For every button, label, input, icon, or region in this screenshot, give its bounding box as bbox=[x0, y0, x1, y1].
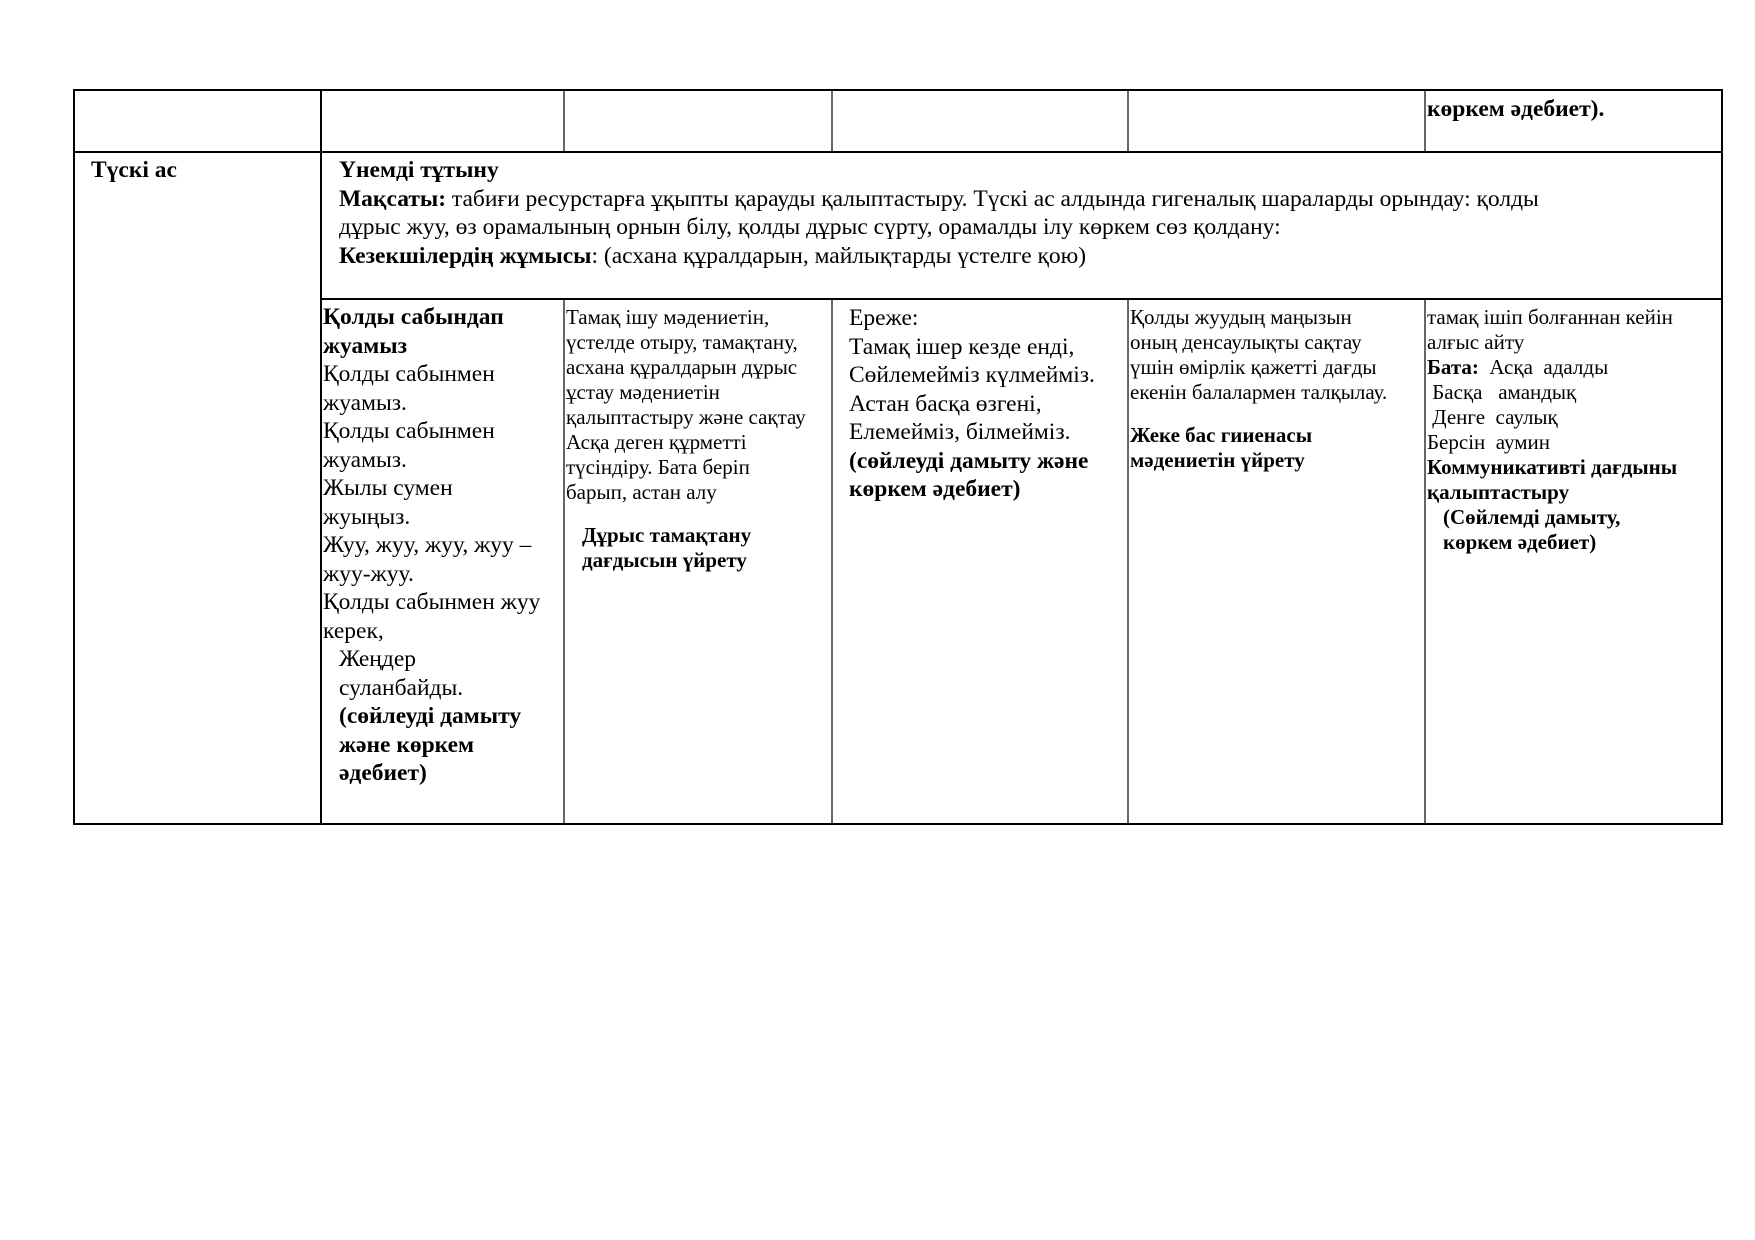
col2-line: суланбайды. bbox=[339, 674, 464, 701]
col2-line: Қолды сабынмен жуу bbox=[323, 589, 541, 615]
col3-line: Тамақ ішу мәдениетін, bbox=[566, 305, 770, 329]
col2-line: керек, bbox=[323, 617, 384, 644]
col2-line: Жуу, жуу, жуу, жуу – bbox=[323, 532, 532, 558]
col3-line: үстелде отыру, тамақтану, bbox=[566, 330, 798, 354]
col6-bold-line: (Сөйлемді дамыту, bbox=[1443, 505, 1621, 529]
col5-line: үшін өмірлік қажетті дағды bbox=[1130, 355, 1377, 379]
col4-cell bbox=[849, 304, 1127, 504]
lunch-label: Түскі ас bbox=[91, 157, 177, 183]
col3-bold-line: дағдысын үйрету bbox=[582, 548, 747, 572]
col5-cell bbox=[1130, 305, 1424, 473]
col6-bold-line: Коммуникативті дағдыны bbox=[1427, 455, 1678, 479]
col2-line: Жылы сумен bbox=[323, 475, 453, 501]
col4-line: Сөйлемейміз күлмейміз. bbox=[849, 362, 1095, 388]
goal-text-1: табиғи ресурстарға ұқыпты қарауды қалыптастыру. Түскі ас алдында гигеналық шараларды орындау: қолды bbox=[451, 185, 1539, 212]
col5-bold-line: мәдениетін үйрету bbox=[1130, 448, 1305, 472]
bata-label: Бата: bbox=[1427, 355, 1479, 379]
col2-cell bbox=[323, 303, 563, 788]
col2-line: жуамыз. bbox=[323, 446, 407, 473]
col5-line: оның денсаулықты сақтау bbox=[1130, 330, 1362, 354]
col6-line: тамақ ішіп болғаннан кейін bbox=[1427, 305, 1673, 329]
col2-line: жуамыз. bbox=[323, 389, 407, 416]
col3-cell bbox=[566, 305, 831, 573]
col3-line: Асқа деген құрметті bbox=[566, 430, 747, 454]
col3-line: түсіндіру. Бата беріп bbox=[566, 455, 750, 479]
col6-line: Берсін аумин bbox=[1427, 430, 1551, 454]
col6-line: Денге саулық bbox=[1427, 405, 1558, 429]
col2-bold-line: әдебиет) bbox=[339, 760, 427, 786]
col2-line: Жеңдер bbox=[339, 646, 417, 672]
col2-bold-line: және көркем bbox=[339, 731, 475, 758]
duty-text: : (асхана құралдарын, майлықтарды үстелге қою) bbox=[591, 242, 1087, 269]
col2-heading-1: Қолды сабындап bbox=[323, 304, 504, 330]
goal-label: Мақсаты: bbox=[339, 185, 447, 212]
col6-line: алғыс айту bbox=[1427, 330, 1525, 354]
lunch-duty-line bbox=[339, 242, 1717, 271]
col2-line: Қолды сабынмен bbox=[323, 361, 495, 387]
col6-bold-line: қалыптастыру bbox=[1427, 480, 1570, 504]
col2-line: жуу-жуу. bbox=[323, 560, 414, 587]
lunch-goal-line1 bbox=[339, 185, 1717, 214]
col4-bold-line: көркем әдебиет) bbox=[849, 476, 1021, 502]
col6-bold-line: көркем әдебиет) bbox=[1443, 530, 1597, 554]
col5-line: Қолды жуудың маңызын bbox=[1130, 305, 1352, 329]
lunch-title: Үнемді тұтыну bbox=[339, 157, 499, 183]
bata-text: Асқа адалды bbox=[1478, 355, 1609, 379]
col6-line: Басқа амандық bbox=[1427, 380, 1577, 404]
col5-line: екенін балалармен талқылау. bbox=[1130, 380, 1388, 404]
col3-bold-line: Дұрыс тамақтану bbox=[582, 523, 752, 547]
row1-col6-text: көркем әдебиет). bbox=[1427, 96, 1605, 122]
row1-col6-cell bbox=[1427, 95, 1717, 124]
lunch-goal-line2: дұрыс жуу, өз орамалының орнын білу, қолды дұрыс сүрту, орамалды ілу көркем сөз қолдану: bbox=[339, 214, 1281, 240]
col4-line: Тамақ ішер кезде енді, bbox=[849, 333, 1075, 360]
col4-line: Ереже: bbox=[849, 305, 919, 331]
col2-line: Қолды сабынмен bbox=[323, 418, 495, 444]
lunch-label-cell bbox=[91, 156, 311, 185]
col6-bata-line bbox=[1427, 355, 1719, 380]
col2-bold-line: (сөйлеуді дамыту bbox=[339, 703, 522, 729]
col3-line: асхана құралдарын дұрыс bbox=[566, 355, 798, 379]
col4-line: Астан басқа өзгені, bbox=[849, 390, 1042, 417]
col3-line: барып, астан алу bbox=[566, 480, 717, 504]
col5-bold-line: Жеке бас гииенасы bbox=[1130, 423, 1313, 447]
col2-heading-2: жуамыз bbox=[323, 332, 408, 359]
col4-line: Елемейміз, білмейміз. bbox=[849, 419, 1071, 445]
duty-label: Кезекшілердің жұмысы bbox=[339, 242, 592, 269]
col6-cell bbox=[1427, 305, 1719, 555]
lunch-description-cell bbox=[339, 156, 1717, 270]
col3-line: қалыптастыру және сақтау bbox=[566, 405, 806, 429]
col4-bold-line: (сөйлеуді дамыту және bbox=[849, 447, 1089, 474]
col2-line: жуыңыз. bbox=[323, 503, 411, 530]
col3-line: ұстау мәдениетін bbox=[566, 380, 720, 404]
